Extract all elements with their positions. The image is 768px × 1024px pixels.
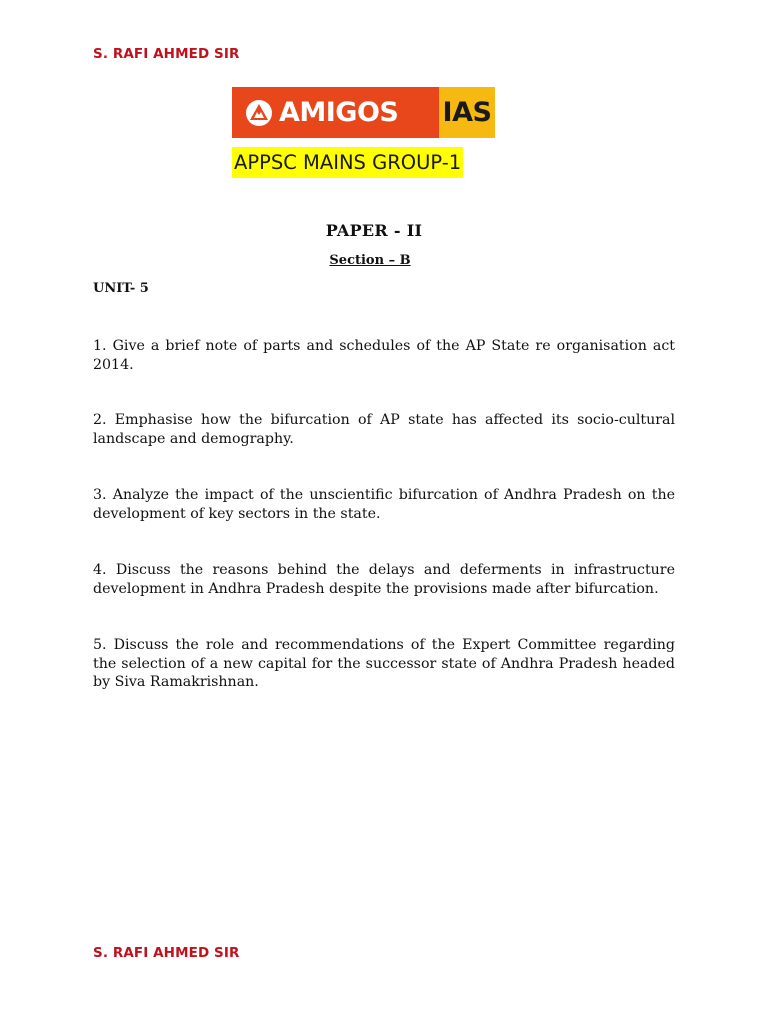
section-title: Section – B <box>329 253 411 268</box>
logo-yellow-panel <box>439 87 495 138</box>
exam-title: APPSC MAINS GROUP-1 <box>232 147 463 178</box>
footer-author: S. RAFI AHMED SIR <box>93 945 240 961</box>
logo-orange-panel <box>232 87 439 138</box>
unit-title: UNIT- 5 <box>93 281 149 296</box>
amigos-ias-logo <box>232 87 495 138</box>
amigos-logo-icon <box>245 99 273 127</box>
paper-title: PAPER - II <box>325 221 423 240</box>
logo-brand-suffix: IAS <box>442 97 492 128</box>
question-item: 3. Analyze the impact of the unscientific bifurcation of Andhra Pradesh on the development of key sectors in the state. <box>93 487 675 522</box>
question-item: 5. Discuss the role and recommendations of the Expert Committee regarding the selection of a new capital for the successor state of Andhra Pradesh headed by Siva Ramakrishnan. <box>93 637 675 690</box>
header-author: S. RAFI AHMED SIR <box>93 46 240 62</box>
question-item: 1. Give a brief note of parts and schedules of the AP State re organisation act 2014. <box>93 338 675 373</box>
question-item: 2. Emphasise how the bifurcation of AP state has affected its socio-cultural landscape and demography. <box>93 412 675 447</box>
question-item: 4. Discuss the reasons behind the delays and deferments in infrastructure development in Andhra Pradesh despite the provisions made after bifurcation. <box>93 562 675 597</box>
logo-brand-main: AMIGOS <box>279 97 399 128</box>
